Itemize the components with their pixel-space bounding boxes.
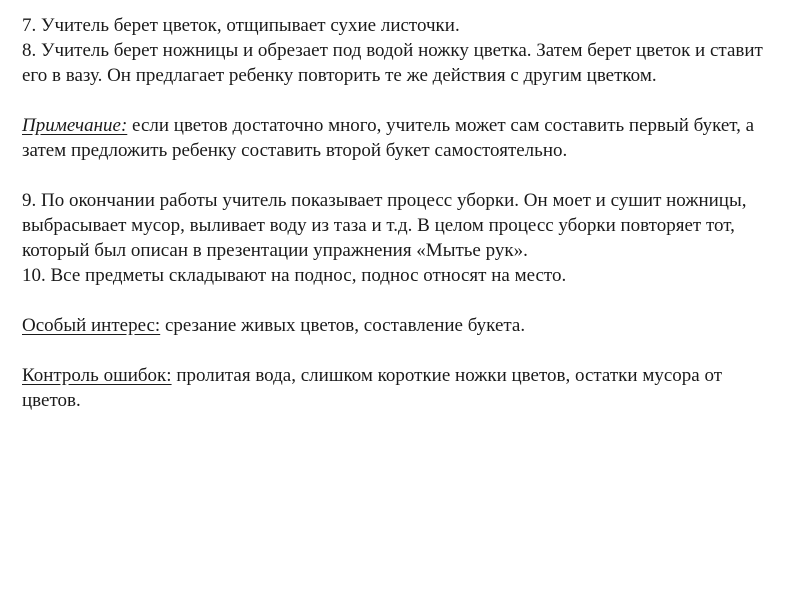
text-body bbox=[22, 13, 782, 413]
step-9-text: 9. По окончании работы учитель показывает процесс уборки. Он моет и сушит ножницы, выбрасывает мусор, выливает воду из таза и т.д. В целом процесс уборки повторяет тот, который был описан в презентации упражнения «Мытье рук». bbox=[22, 190, 747, 261]
control-text: пролитая вода, слишком короткие ножки цветов, остатки мусора от цветов. bbox=[22, 365, 723, 411]
control-label: Контроль ошибок: bbox=[22, 365, 172, 386]
paragraph-gap bbox=[22, 163, 782, 188]
interest-text: срезание живых цветов, составление букета. bbox=[160, 315, 526, 336]
interest-paragraph bbox=[22, 313, 782, 338]
paragraph-gap bbox=[22, 338, 782, 363]
paragraph-gap bbox=[22, 288, 782, 313]
control-paragraph bbox=[22, 363, 782, 413]
note-label: Примечание: bbox=[22, 115, 128, 136]
interest-label: Особый интерес: bbox=[22, 315, 161, 336]
step-10-text: 10. Все предметы складывают на поднос, поднос относят на место. bbox=[22, 265, 567, 286]
note-paragraph bbox=[22, 113, 782, 163]
paragraph-gap bbox=[22, 88, 782, 113]
step-8-text: 8. Учитель берет ножницы и обрезает под водой ножку цветка. Затем берет цветок и ставит его в вазу. Он предлагает ребенку повторить те же действия с другим цветком. bbox=[22, 40, 763, 86]
note-text: если цветов достаточно много, учитель может сам составить первый букет, а затем предложить ребенку составить второй букет самостоятельно. bbox=[22, 115, 755, 161]
step-7-text: 7. Учитель берет цветок, отщипывает сухие листочки. bbox=[22, 15, 460, 36]
